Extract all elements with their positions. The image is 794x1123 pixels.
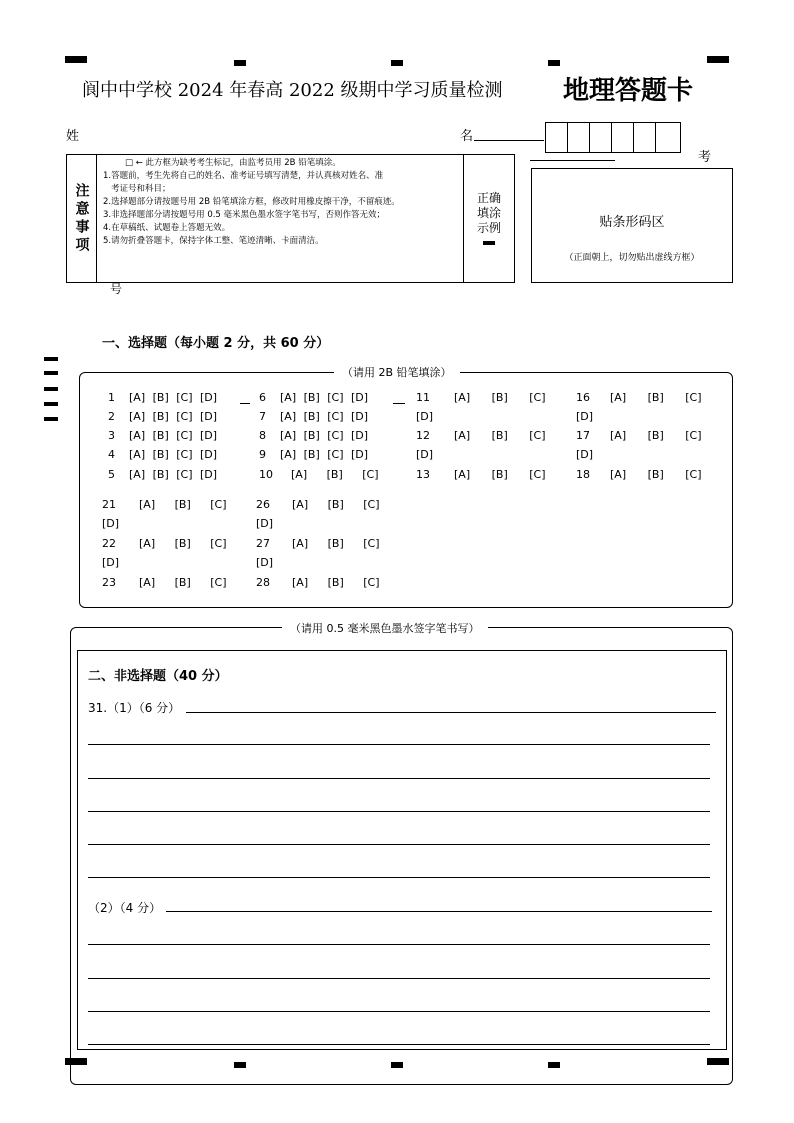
answer-line[interactable] [88,744,710,745]
answer-line[interactable] [186,712,716,713]
timing-mark [44,417,58,421]
exam-label: 考 [698,150,712,165]
question[interactable] [416,429,546,442]
question-number: 16 [576,391,590,404]
note-item: 1.答题前，考生先将自己的姓名、准考证号填写清楚，并认真核对姓名、准 [103,171,384,181]
question-number: 6 [259,391,266,404]
answer-line[interactable] [88,944,710,945]
wrapped-option[interactable]: [D] [102,556,120,569]
question-number: 27 [256,537,270,550]
question-number: 18 [576,468,590,481]
question-number: 9 [259,448,266,461]
wrapped-option[interactable]: [D] [102,517,120,530]
answer-line[interactable] [166,911,712,912]
wrapped-option[interactable]: [D] [576,410,594,423]
sample-label: 示例 [476,221,501,235]
legend-rule [80,627,248,628]
question-number: 10 [259,468,273,481]
question-number: 3 [108,429,115,442]
note-item: 考证号和科目； [111,184,171,194]
timing-mark [44,371,58,375]
options[interactable]: [A] [B] [C] [454,391,546,404]
options[interactable]: [A] [B] [C] [291,468,379,481]
question[interactable] [259,410,368,423]
question[interactable] [108,468,217,481]
question[interactable] [102,498,227,511]
barcode-area [531,168,733,283]
question[interactable] [108,391,217,404]
options[interactable]: [A] [B] [C] [D] [129,429,218,442]
legend-rule [546,627,722,628]
sample-label: 填涂 [476,206,501,220]
notes-body [96,154,464,283]
options[interactable]: [A] [B] [C] [139,537,227,550]
separator [393,403,405,404]
options[interactable]: [A] [B] [C] [D] [129,448,218,461]
question-number: 17 [576,429,590,442]
question-number: 4 [108,448,115,461]
note-item: 3.非选择题部分请按题号用 0.5 毫米黑色墨水签字笔书写，否则作答无效； [103,210,386,220]
question-number: 22 [102,537,116,550]
note-item: 2.选择题部分请按题号用 2B 铅笔填涂方框，修改时用橡皮擦干净，不留痕迹。 [103,197,400,207]
options[interactable]: [A] [B] [C] [139,576,227,589]
timing-mark [44,387,58,391]
question-number: 23 [102,576,116,589]
absent-marker-line[interactable]: □ ← 此方框为缺考考生标记，由监考员用 2B 铅笔填涂。 [125,158,341,168]
id-box[interactable] [545,122,568,153]
options[interactable]: [A] [B] [C] [D] [129,391,218,404]
id-box[interactable] [655,122,681,153]
name-label-1: 姓 [66,129,80,144]
question[interactable] [576,429,702,442]
wrapped-option[interactable]: [D] [256,556,274,569]
registration-mark [548,60,560,66]
barcode-label: 贴条形码区 [599,215,665,230]
question[interactable] [256,537,380,550]
number-label: 号 [110,282,123,296]
answer-line[interactable] [88,778,710,779]
note-item: 4.在草稿纸、试题卷上答题无效。 [103,223,231,233]
options[interactable]: [A] [B] [C] [D] [280,429,369,442]
question-number: 5 [108,468,115,481]
question[interactable] [259,429,368,442]
answer-line[interactable] [88,844,710,845]
question[interactable] [416,468,546,481]
id-box[interactable] [567,122,590,153]
answer-line[interactable] [88,1044,710,1045]
registration-mark [65,56,87,63]
section2-title: 二、非选择题（40 分） [88,669,228,684]
exam-number-underline[interactable] [530,160,615,161]
options[interactable]: [A] [B] [C] [292,537,380,550]
options[interactable]: [A] [B] [C] [D] [280,391,369,404]
question[interactable] [576,391,702,404]
wrapped-option[interactable]: [D] [416,448,434,461]
question[interactable] [259,448,368,461]
section1-instruction: （请用 2B 铅笔填涂） [334,364,460,380]
options[interactable]: [A] [B] [C] [D] [280,410,369,423]
question[interactable] [108,448,217,461]
sample-label: 正确 [476,191,501,205]
answer-line[interactable] [88,877,710,878]
wrapped-option[interactable]: [D] [416,410,434,423]
options[interactable]: [A] [B] [C] [292,498,380,511]
options[interactable]: [A] [B] [C] [D] [129,410,218,423]
question-number: 28 [256,576,270,589]
timing-mark [44,357,58,361]
options[interactable]: [A] [B] [C] [292,576,380,589]
section1-title: 一、选择题（每小题 2 分，共 60 分） [102,336,330,351]
question[interactable] [259,391,368,404]
options[interactable]: [A] [B] [C] [139,498,227,511]
options[interactable]: [A] [B] [C] [D] [129,468,218,481]
timing-mark [44,402,58,406]
name-underline[interactable] [474,140,544,141]
question[interactable] [256,498,380,511]
question-number: 2 [108,410,115,423]
question[interactable] [108,429,217,442]
id-box[interactable] [611,122,634,153]
options[interactable]: [A] [B] [C] [454,429,546,442]
registration-mark [707,56,729,63]
question-number: 26 [256,498,270,511]
question-number: 8 [259,429,266,442]
separator [240,403,250,404]
question-number: 13 [416,468,430,481]
registration-mark [234,60,246,66]
question-number: 11 [416,391,430,404]
fill-sample [463,154,515,283]
options[interactable]: [A] [B] [C] [D] [280,448,369,461]
question[interactable] [256,576,380,589]
registration-mark [391,60,403,66]
question[interactable] [259,468,379,481]
subject-title: 地理答题卡 [563,76,694,106]
exam-title: 阆中中学校 2024 年春高 2022 级期中学习质量检测 [82,80,503,101]
options[interactable]: [A] [B] [C] [610,391,702,404]
notes-title: 注意事项 [66,154,97,283]
section2-instruction: （请用 0.5 毫米黑色墨水签字笔书写） [282,620,488,636]
options[interactable]: [A] [B] [C] [454,468,546,481]
answer-line[interactable] [88,811,710,812]
id-box[interactable] [589,122,612,153]
question[interactable] [108,410,217,423]
question-number: 1 [108,391,115,404]
q31-2-label: （2）（4 分） [88,901,162,915]
question-number: 7 [259,410,266,423]
question[interactable] [102,576,227,589]
q31-1-label: 31.（1）（6 分） [88,701,181,715]
question[interactable] [102,537,227,550]
answer-line[interactable] [88,1011,710,1012]
barcode-hint: （正面朝上，切勿贴出虚线方框） [564,253,700,263]
options[interactable]: [A] [B] [C] [610,429,702,442]
question-number: 21 [102,498,116,511]
question[interactable] [576,468,702,481]
wrapped-option[interactable]: [D] [576,448,594,461]
question[interactable] [416,391,546,404]
choice-frame [79,372,733,608]
answer-line[interactable] [88,978,710,979]
note-item: 5.请勿折叠答题卡，保持字体工整、笔迹清晰、卡面清洁。 [103,236,324,246]
name-label-2: 名 [460,129,474,144]
question-number: 12 [416,429,430,442]
filled-mark-icon [483,241,495,245]
options[interactable]: [A] [B] [C] [610,468,702,481]
wrapped-option[interactable]: [D] [256,517,274,530]
id-box[interactable] [633,122,656,153]
